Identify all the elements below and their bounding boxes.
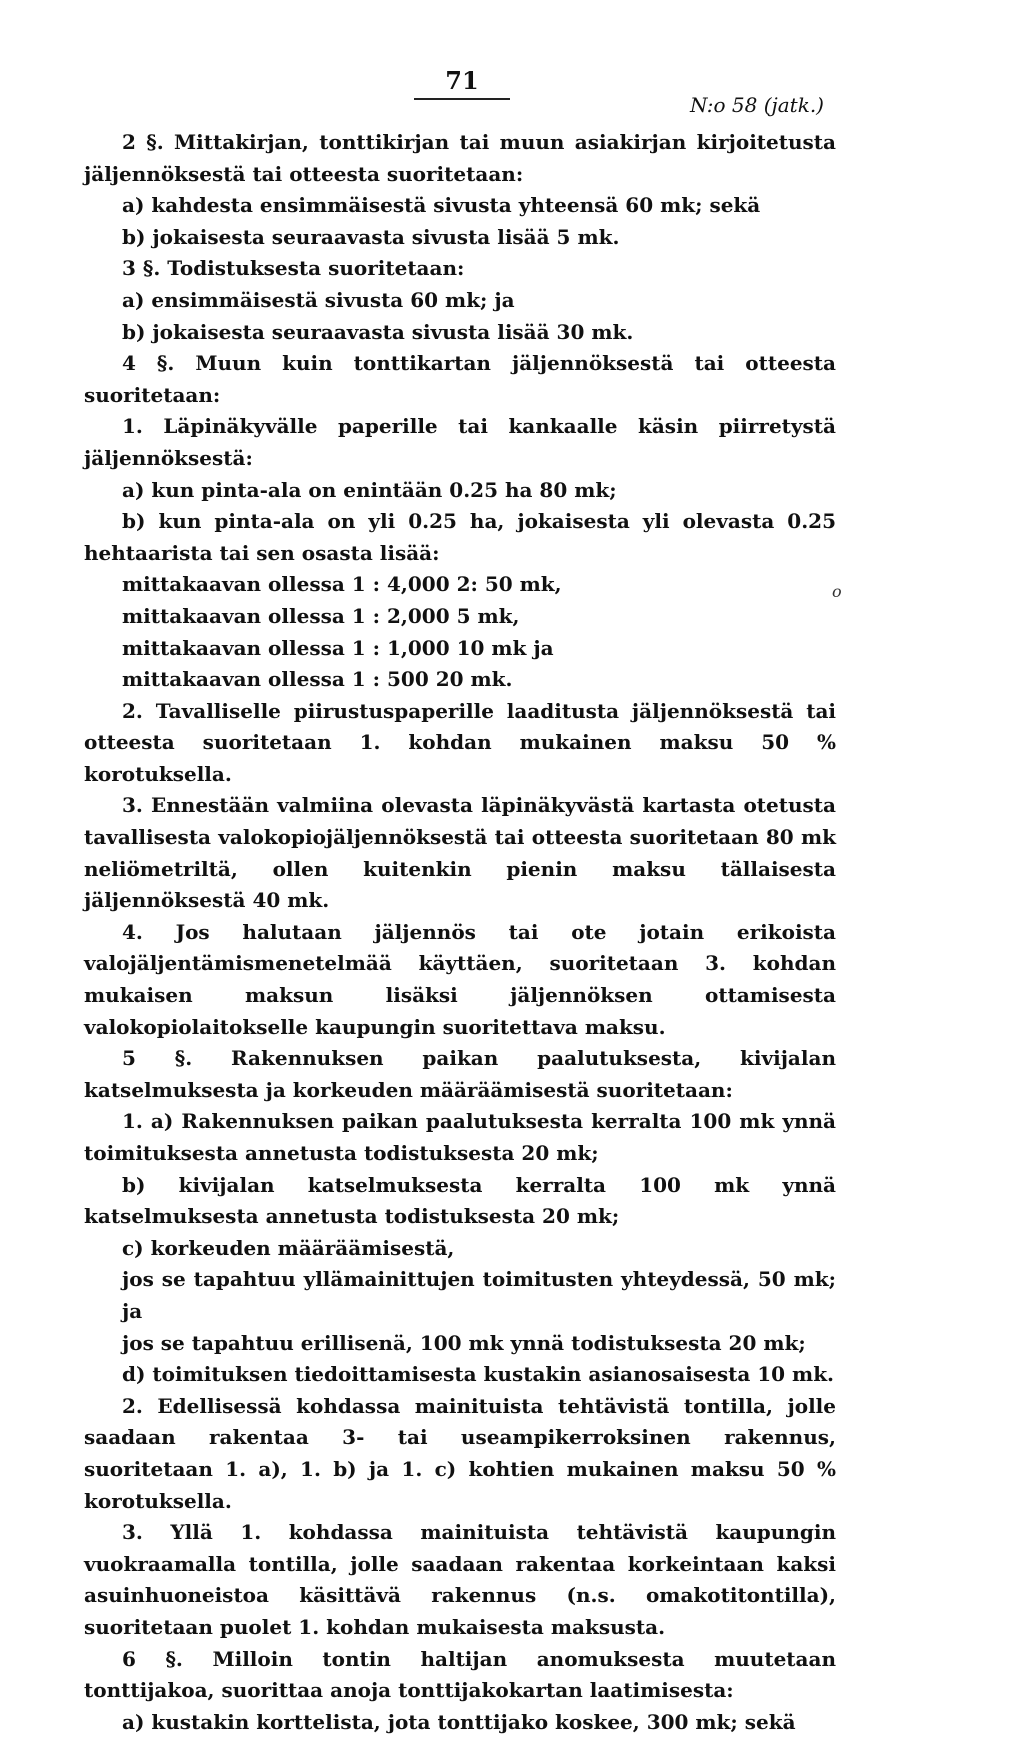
paragraph: mittakaavan ollessa 1 : 4,000 2: 50 mk, [122,572,562,597]
paragraph: a) ensimmäisestä sivusta 60 mk; ja [122,287,515,312]
paragraph: a) kun pinta-ala on enintään 0.25 ha 80 mk; [122,477,617,502]
paragraph: 4 §. Muun kuin tonttikartan jäljennöksestä tai otteesta suoritetaan: [84,351,836,407]
paragraph: 3 §. Todistuksesta suoritetaan: [122,256,465,281]
paragraph: 6 §. Milloin tontin haltijan anomuksesta muutetaan tonttijakoa, suorittaa anoja tonttijakokartan laatimisesta: [84,1646,836,1703]
paragraph: 2. Edellisessä kohdassa mainituista tehtävistä tontilla, jolle saadaan rakentaa 3- tai useampikerroksinen rakennus, suoritetaan 1. a), 1. b) ja 1. c) kohtien mukainen maksu 50 % korotuksella. [84,1393,836,1513]
header-rule [414,98,510,100]
paragraph: a) kustakin korttelista, jota tonttijako koskee, 300 mk; sekä [122,1709,796,1734]
paragraph: 5 §. Rakennuksen paikan paalutuksesta, kivijalan katselmuksesta ja korkeuden määräämisestä suoritetaan: [84,1046,836,1102]
body-text [84,127,836,1738]
paragraph: b) kivijalan katselmuksesta kerralta 100 mk ynnä katselmuksesta annetusta todistuksesta 20 mk; [84,1172,836,1229]
paragraph: b) kun pinta-ala on yli 0.25 ha, jokaisesta yli olevasta 0.25 hehtaarista tai sen osasta lisää: [84,509,836,565]
page-number: 71 [445,66,479,95]
paragraph: 2 §. Mittakirjan, tonttikirjan tai muun asiakirjan kirjoitetusta jäljennöksestä tai otteesta suoritetaan: [84,130,836,186]
paragraph: jos se tapahtuu erillisenä, 100 mk ynnä todistuksesta 20 mk; [122,1330,806,1355]
paragraph: b) jokaisesta seuraavasta sivusta lisää 5 mk. [122,224,620,249]
paragraph: d) toimituksen tiedoittamisesta kustakin asianosaisesta 10 mk. [122,1362,835,1387]
series-label: N:o 58 (jatk.) [690,93,824,117]
paragraph: a) kahdesta ensimmäisestä sivusta yhteensä 60 mk; sekä [122,193,761,218]
paragraph: 3. Yllä 1. kohdassa mainituista tehtävistä kaupungin vuokraamalla tontilla, jolle saadaan rakentaa korkeintaan kaksi asuinhuoneistoa käsittävä rakennus (n.s. omakotitontilla), suoritetaan puolet 1. kohdan mukaisesta maksusta. [84,1520,836,1639]
paragraph: jos se tapahtuu yllämainittujen toimitusten yhteydessä, 50 mk; ja [122,1267,836,1323]
paragraph: 3. Ennestään valmiina olevasta läpinäkyvästä kartasta otetusta tavallisesta valokopiojäljennöksestä tai otteesta suoritetaan 80 mk neliömetriltä, ollen kuitenkin pienin maksu tällaisesta jäljennöksestä 40 mk. [84,793,836,913]
paragraph: 1. a) Rakennuksen paikan paalutuksesta kerralta 100 mk ynnä toimituksesta annetusta todistuksesta 20 mk; [84,1109,836,1165]
paragraph: b) jokaisesta seuraavasta sivusta lisää 30 mk. [122,319,634,344]
paragraph: mittakaavan ollessa 1 : 2,000 5 mk, [122,603,520,628]
paragraph: mittakaavan ollessa 1 : 500 20 mk. [122,667,513,692]
paragraph: mittakaavan ollessa 1 : 1,000 10 mk ja [122,635,554,660]
paragraph: 1. Läpinäkyvälle paperille tai kankaalle käsin piirretystä jäljennöksestä: [84,414,836,470]
paragraph: 2. Tavalliselle piirustuspaperille laaditusta jäljennöksestä tai otteesta suoritetaan 1. kohdan mukainen maksu 50 % korotuksella. [84,698,836,786]
paragraph: c) korkeuden määräämisestä, [122,1235,455,1260]
paragraph: 4. Jos halutaan jäljennös tai ote jotain erikoista valojäljentämismenetelmää käyttäen, suoritetaan 3. kohdan mukaisen maksun lisäksi jäljennöksen ottamisesta valokopiolaitokselle kaupungin suoritettava maksu. [84,919,836,1039]
margin-mark: o [832,582,842,601]
